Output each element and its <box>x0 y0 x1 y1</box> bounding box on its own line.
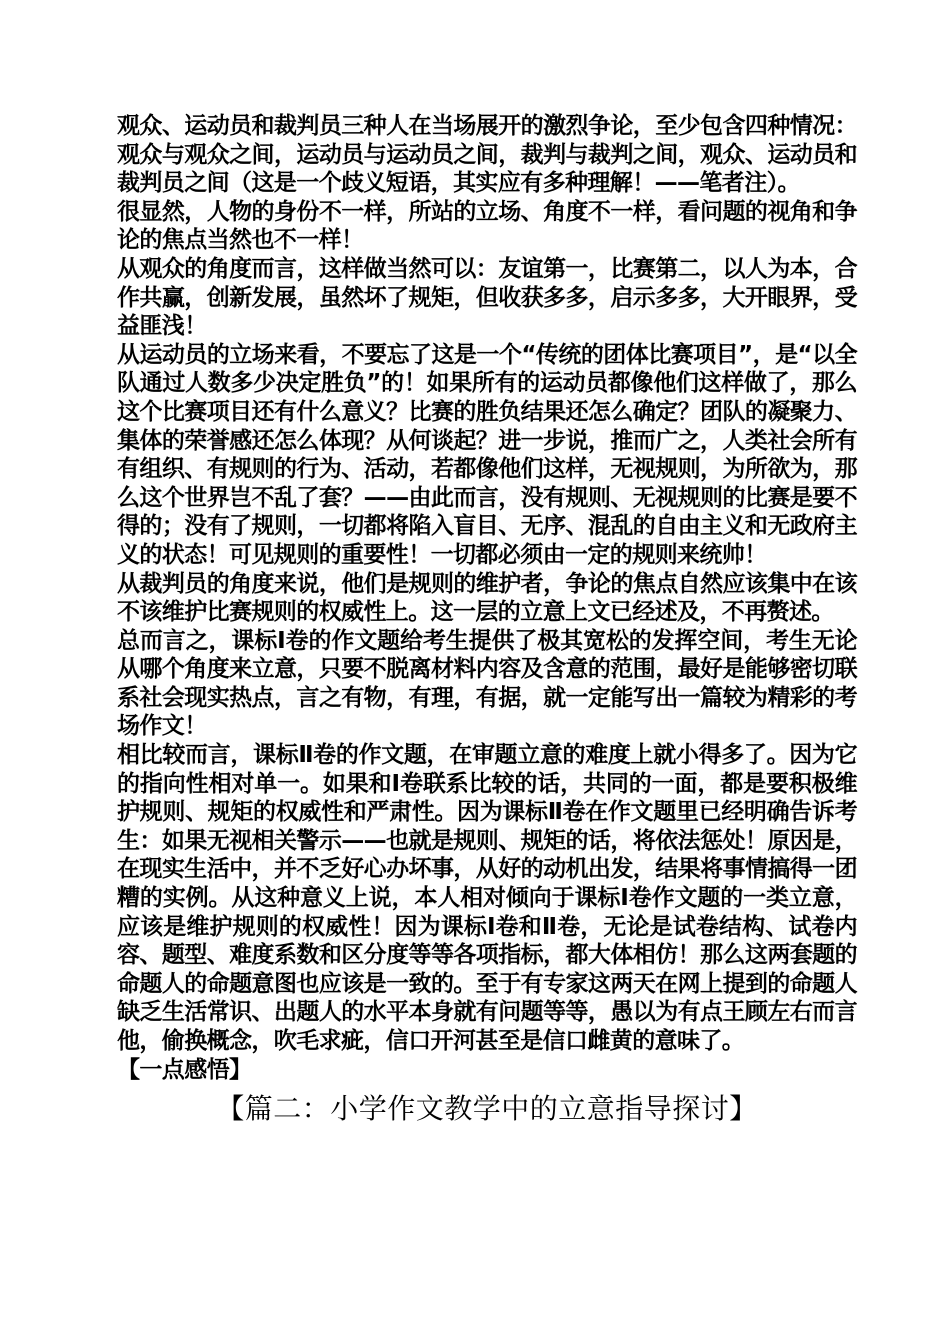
paragraph-insight-label: 【一点感悟】 <box>117 1056 252 1083</box>
paragraph-comparison-paper-two: 相比较而言，课标Ⅱ卷的作文题，在审题立意的难度上就小得多了。因为它的指向性相对单一。如果和Ⅰ卷联系比较的话，共同的一面，都是要积极维护规则、规矩的权威性和严肃性。因为课标Ⅱ卷在作文题里已经明确告诉考生：如果无视相关警示——也就是规则、规矩的话，将依法惩处！原因是，在现实生活中，并不乏好心办坏事，从好的动机出发，结果将事情搞得一团糟的实例。从这种意义上说，本人相对倾向于课标Ⅰ卷作文题的一类立意，应该是维护规则的权威性！因为课标Ⅰ卷和Ⅱ卷，无论是试卷结构、试卷内容、题型、难度系数和区分度等等各项指标，都大体相仿！那么这两套题的命题人的命题意图也应该是一致的。至于有专家这两天在网上提到的命题人缺乏生活常识、出题人的水平本身就有问题等等，愚以为有点王顾左右而言他，偷换概念，吹毛求疵，信口开河甚至是信口雌黄的意味了。 <box>117 742 857 1054</box>
section-heading: 【篇二：小学作文教学中的立意指导探讨】 <box>216 1092 758 1126</box>
paragraph-spectators-athletes-referees: 观众、运动员和裁判员三种人在当场展开的激烈争论，至少包含四种情况：观众与观众之间，运动员与运动员之间，裁判与裁判之间，观众、运动员和裁判员之间（这是一个歧义短语，其实应有多种理解！——笔者注）。 <box>117 113 857 197</box>
paragraph-referee-perspective: 从裁判员的角度来说，他们是规则的维护者，争论的焦点自然应该集中在该不该维护比赛规则的权威性上。这一层的立意上文已经述及，不再赘述。 <box>117 570 857 626</box>
document-page <box>117 112 857 1128</box>
paragraph-summary: 总而言之，课标Ⅰ卷的作文题给考生提供了极其宽松的发挥空间，考生无论从哪个角度来立意，只要不脱离材料内容及含意的范围，最好是能够密切联系社会现实热点，言之有物，有理，有据，就一定能写出一篇较为精彩的考场作文！ <box>117 627 857 740</box>
paragraph-athlete-perspective: 从运动员的立场来看，不要忘了这是一个“传统的团体比赛项目”，是“以全队通过人数多少决定胜负”的！如果所有的运动员都像他们这样做了，那么这个比赛项目还有什么意义？比赛的胜负结果还怎么确定？团队的凝聚力、集体的荣誉感还怎么体现？从何谈起？进一步说，推而广之，人类社会所有有组织、有规则的行为、活动，若都像他们这样，无视规则，为所欲为，那么这个世界岂不乱了套？——由此而言，没有规则、无视规则的比赛是要不得的；没有了规则，一切都将陷入盲目、无序、混乱的自由主义和无政府主义的状态！可见规则的重要性！一切都必须由一定的规则来统帅！ <box>117 341 857 568</box>
paragraph-audience-perspective: 从观众的角度而言，这样做当然可以：友谊第一，比赛第二，以人为本，合作共赢，创新发展，虽然坏了规矩，但收获多多，启示多多，大开眼界，受益匪浅！ <box>117 255 857 340</box>
paragraph-different-identities: 很显然，人物的身份不一样，所站的立场、角度不一样，看问题的视角和争论的焦点当然也不一样！ <box>117 198 857 254</box>
